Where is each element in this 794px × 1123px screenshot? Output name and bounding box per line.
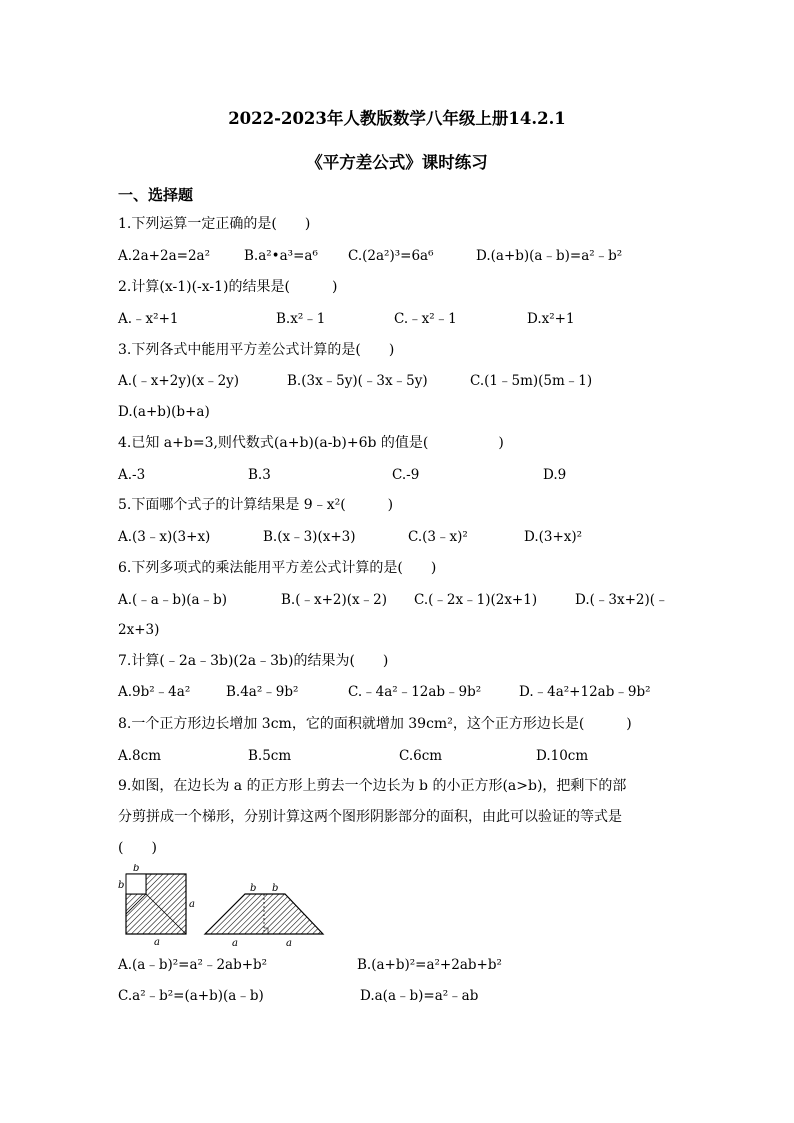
figure-trapezoid	[202, 880, 328, 950]
trapezoid-label-top-b2: b	[272, 883, 279, 894]
question-9-option-b: B.(a+b)²=a²+2ab+b²	[357, 957, 502, 973]
question-2-option-a: A.﹣x²+1	[118, 311, 179, 327]
question-9-option-d: D.a(a﹣b)=a²﹣ab	[360, 988, 479, 1004]
question-6-option-c: C.(﹣2x﹣1)(2x+1)	[414, 592, 538, 608]
question-3-option-c: C.(1﹣5m)(5m﹣1)	[470, 373, 593, 389]
trapezoid-label-bottom-a1: a	[232, 938, 238, 949]
question-9-stem-line-3: ( )	[118, 840, 157, 856]
question-8-option-d: D.10cm	[536, 748, 589, 764]
question-7-option-a: A.9b²﹣4a²	[118, 684, 191, 700]
question-4-option-a: A.-3	[118, 467, 146, 483]
question-1-option-c: C.(2a²)³=6a⁶	[348, 248, 434, 264]
question-7-option-b: B.4a²﹣9b²	[226, 684, 299, 700]
question-8-option-b: B.5cm	[248, 748, 292, 764]
question-6-option-b: B.(﹣x+2)(x﹣2)	[281, 592, 387, 608]
trapezoid-label-bottom-a2: a	[286, 938, 292, 949]
question-9-stem-line-2: 分剪拼成一个梯形，分别计算这两个图形阴影部分的面积，由此可以验证的等式是	[118, 809, 622, 825]
question-5-option-b: B.(x﹣3)(x+3)	[263, 529, 356, 545]
question-9-stem-line-1: 9.如图，在边长为 a 的正方形上剪去一个边长为 b 的小正方形(a>b)，把剩下的部	[118, 778, 627, 794]
title-line-1: 2022-2023年人教版数学八年级上册14.2.1	[228, 109, 566, 128]
square-label-right-a: a	[189, 899, 195, 910]
question-4-option-d: D.9	[543, 467, 567, 483]
question-6-option-d-continued: 2x+3)	[118, 622, 160, 638]
question-3-stem: 3.下列各式中能用平方差公式计算的是( )	[118, 342, 395, 358]
question-2-option-c: C.﹣x²﹣1	[394, 311, 457, 327]
square-label-left-b: b	[118, 880, 125, 891]
question-5-option-d: D.(3+x)²	[524, 529, 583, 545]
title-line-2: 《平方差公式》课时练习	[306, 153, 488, 172]
question-2-stem: 2.计算(x-1)(-x-1)的结果是( )	[118, 279, 338, 295]
question-8-option-a: A.8cm	[118, 748, 161, 764]
question-1-option-a: A.2a+2a=2a²	[118, 248, 210, 264]
question-7-option-d: D.﹣4a²+12ab﹣9b²	[519, 684, 651, 700]
trapezoid-label-top-b1: b	[250, 883, 257, 894]
question-2-option-b: B.x²﹣1	[276, 311, 326, 327]
question-5-stem: 5.下面哪个式子的计算结果是 9﹣x²( )	[118, 497, 394, 513]
question-7-option-c: C.﹣4a²﹣12ab﹣9b²	[348, 684, 482, 700]
question-7-stem: 7.计算(﹣2a﹣3b)(2a﹣3b)的结果为( )	[118, 653, 389, 669]
question-4-option-b: B.3	[248, 467, 271, 483]
question-1-option-d: D.(a+b)(a﹣b)=a²﹣b²	[476, 248, 623, 264]
question-3-option-b: B.(3x﹣5y)(﹣3x﹣5y)	[287, 373, 428, 389]
question-3-option-a: A.(﹣x+2y)(x﹣2y)	[118, 373, 240, 389]
question-1-stem: 1.下列运算一定正确的是( )	[118, 216, 311, 232]
question-4-stem: 4.已知 a+b=3,则代数式(a+b)(a-b)+6b 的值是( )	[118, 435, 504, 451]
question-9-option-c: C.a²﹣b²=(a+b)(a﹣b)	[118, 988, 264, 1004]
square-label-bottom-a: a	[154, 937, 160, 948]
question-6-option-d: D.(﹣3x+2)(﹣	[575, 592, 669, 608]
question-1-option-b: B.a²•a³=a⁶	[244, 248, 318, 264]
question-8-stem: 8.一个正方形边长增加 3cm，它的面积就增加 39cm²，这个正方形边长是( )	[118, 716, 632, 732]
question-4-option-c: C.-9	[392, 467, 420, 483]
figure-square	[116, 864, 196, 948]
question-6-option-a: A.(﹣a﹣b)(a﹣b)	[118, 592, 227, 608]
square-label-top-b: b	[133, 864, 140, 874]
question-3-option-d: D.(a+b)(b+a)	[118, 404, 210, 420]
question-8-option-c: C.6cm	[399, 748, 443, 764]
section-heading: 一、选择题	[118, 186, 194, 204]
question-9-option-a: A.(a﹣b)²=a²﹣2ab+b²	[118, 957, 268, 973]
question-5-option-c: C.(3﹣x)²	[408, 529, 468, 545]
question-2-option-d: D.x²+1	[527, 311, 575, 327]
question-6-stem: 6.下列多项式的乘法能用平方差公式计算的是( )	[118, 560, 437, 576]
question-5-option-a: A.(3﹣x)(3+x)	[118, 529, 211, 545]
